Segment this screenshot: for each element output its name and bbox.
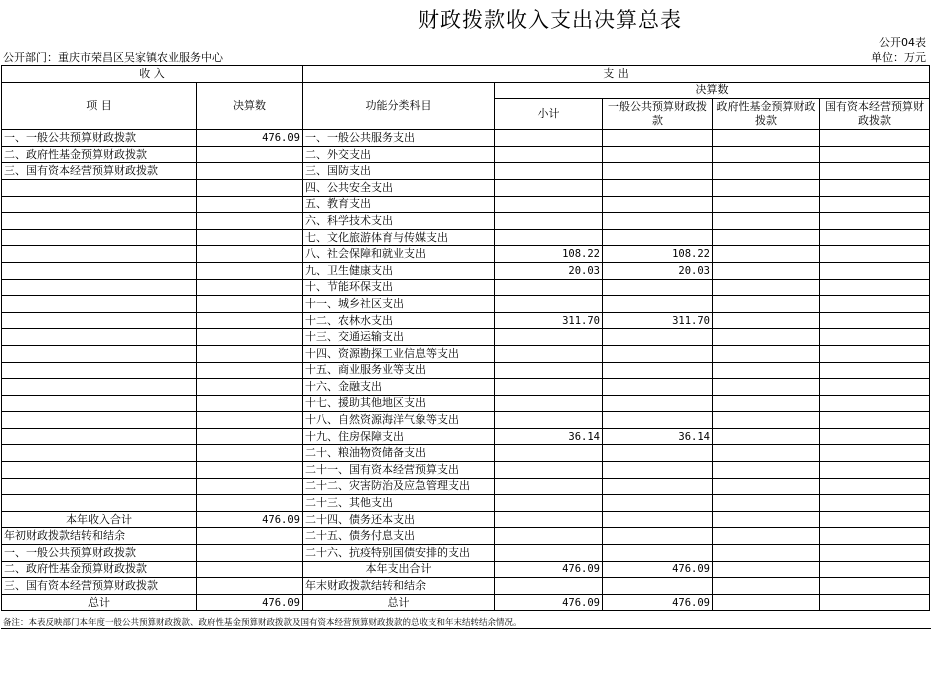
expense-item-cell: 十八、自然资源海洋气象等支出: [303, 412, 495, 429]
expense-item-cell: 十六、金融支出: [303, 379, 495, 396]
income-item-cell: [2, 428, 197, 445]
subtotal-cell: [495, 511, 603, 528]
income-item-cell: [2, 229, 197, 246]
table-row: [2, 428, 930, 445]
table-note: 备注：本表反映部门本年度一般公共预算财政拨款、政府性基金预算财政拨款及国有资本经营预算财政拨款的总收支和年末结转结余情况。: [3, 618, 522, 628]
state-capital-cell: [820, 329, 930, 346]
state-capital-cell: [820, 578, 930, 595]
table-row: [2, 130, 930, 147]
header-row-1: [2, 66, 930, 83]
table-row: [2, 262, 930, 279]
income-amount-cell: [197, 345, 303, 362]
expense-item-cell: 三、国防支出: [303, 163, 495, 180]
general-budget-cell: [603, 511, 713, 528]
state-capital-cell: [820, 379, 930, 396]
expense-item-cell: 二、外交支出: [303, 146, 495, 163]
income-amount-cell: [197, 462, 303, 479]
gov-fund-cell: [713, 462, 820, 479]
subtotal-cell: [495, 296, 603, 313]
income-item-cell: [2, 345, 197, 362]
income-amount-cell: [197, 478, 303, 495]
income-item-cell: 二、政府性基金预算财政拨款: [2, 146, 197, 163]
expense-item-cell: 六、科学技术支出: [303, 213, 495, 230]
general-budget-cell: [603, 196, 713, 213]
subtotal-cell: 476.09: [495, 561, 603, 578]
income-amount-cell: [197, 329, 303, 346]
gov-fund-cell: [713, 362, 820, 379]
general-budget-cell: [603, 412, 713, 429]
income-item-cell: [2, 478, 197, 495]
general-budget-cell: [603, 146, 713, 163]
state-capital-cell: [820, 179, 930, 196]
table-row: [2, 345, 930, 362]
gov-fund-cell: [713, 428, 820, 445]
income-item-cell: [2, 362, 197, 379]
table-row: [2, 395, 930, 412]
income-amount-cell: [197, 495, 303, 512]
table-row: [2, 495, 930, 512]
state-capital-cell: [820, 146, 930, 163]
expense-item-cell: 十九、住房保障支出: [303, 428, 495, 445]
income-amount-cell: [197, 528, 303, 545]
income-item-cell: [2, 213, 197, 230]
income-amount-cell: [197, 179, 303, 196]
gov-fund-cell: [713, 329, 820, 346]
table-row: [2, 379, 930, 396]
expense-item-cell: 二十五、债务付息支出: [303, 528, 495, 545]
state-capital-cell: [820, 229, 930, 246]
state-capital-cell: [820, 561, 930, 578]
state-capital-cell: [820, 312, 930, 329]
general-budget-cell: [603, 163, 713, 180]
subtotal-cell: [495, 345, 603, 362]
state-capital-cell: [820, 428, 930, 445]
gov-fund-cell: [713, 561, 820, 578]
table-row: [2, 545, 930, 562]
gov-fund-cell: [713, 262, 820, 279]
table-row: [2, 445, 930, 462]
subtotal-cell: [495, 462, 603, 479]
expense-item-cell: 年末财政拨款结转和结余: [303, 578, 495, 595]
general-budget-cell: [603, 462, 713, 479]
table-row: [2, 561, 930, 578]
income-amount-cell: 476.09: [197, 511, 303, 528]
state-capital-cell: [820, 130, 930, 147]
gov-fund-cell: [713, 478, 820, 495]
general-budget-cell: [603, 528, 713, 545]
gov-fund-cell: [713, 412, 820, 429]
gov-fund-cell: [713, 511, 820, 528]
subtotal-cell: [495, 329, 603, 346]
subtotal-cell: [495, 395, 603, 412]
expense-item-cell: 二十四、债务还本支出: [303, 511, 495, 528]
subtotal-cell: [495, 478, 603, 495]
income-item-cell: 一、一般公共预算财政拨款: [2, 130, 197, 147]
item-header: 项 目: [2, 82, 197, 130]
income-amount-cell: [197, 146, 303, 163]
expense-item-cell: 本年支出合计: [303, 561, 495, 578]
subtotal-cell: [495, 445, 603, 462]
gov-fund-cell: [713, 163, 820, 180]
unit-label: 单位：万元: [871, 51, 926, 64]
general-budget-cell: [603, 578, 713, 595]
income-item-cell: 本年收入合计: [2, 511, 197, 528]
income-amount-cell: [197, 196, 303, 213]
general-budget-cell: [603, 229, 713, 246]
table-row: [2, 528, 930, 545]
form-code: 公开04表: [879, 36, 926, 49]
income-amount-cell: [197, 362, 303, 379]
gov-fund-cell: [713, 379, 820, 396]
expense-item-cell: 一、一般公共服务支出: [303, 130, 495, 147]
general-budget-cell: [603, 379, 713, 396]
header-row-2: [2, 82, 930, 99]
gov-fund-header: 政府性基金预算财政拨款: [713, 99, 820, 130]
gov-fund-cell: [713, 229, 820, 246]
subtotal-cell: [495, 412, 603, 429]
subtotal-cell: [495, 578, 603, 595]
general-budget-cell: [603, 179, 713, 196]
general-budget-cell: 476.09: [603, 594, 713, 611]
expense-item-cell: 十七、援助其他地区支出: [303, 395, 495, 412]
expense-item-cell: 二十三、其他支出: [303, 495, 495, 512]
appropriation-summary-table: [1, 65, 930, 611]
income-amount-cell: [197, 545, 303, 562]
general-budget-cell: 476.09: [603, 561, 713, 578]
gov-fund-cell: [713, 213, 820, 230]
gov-fund-cell: [713, 495, 820, 512]
income-item-cell: [2, 262, 197, 279]
income-amount-cell: [197, 412, 303, 429]
table-row: [2, 213, 930, 230]
general-budget-cell: [603, 362, 713, 379]
income-item-cell: [2, 196, 197, 213]
general-budget-cell: 108.22: [603, 246, 713, 263]
general-budget-cell: [603, 213, 713, 230]
subtotal-cell: [495, 495, 603, 512]
expense-header: 支 出: [303, 66, 930, 83]
expense-item-cell: 总计: [303, 594, 495, 611]
state-capital-cell: [820, 163, 930, 180]
table-row: [2, 362, 930, 379]
income-amount-cell: [197, 445, 303, 462]
subtotal-cell: [495, 229, 603, 246]
income-item-cell: 三、国有资本经营预算财政拨款: [2, 578, 197, 595]
state-capital-cell: [820, 412, 930, 429]
gov-fund-cell: [713, 578, 820, 595]
expense-item-cell: 十三、交通运输支出: [303, 329, 495, 346]
expense-item-cell: 四、公共安全支出: [303, 179, 495, 196]
gov-fund-cell: [713, 345, 820, 362]
subtotal-cell: [495, 146, 603, 163]
income-item-cell: 三、国有资本经营预算财政拨款: [2, 163, 197, 180]
income-item-cell: 总计: [2, 594, 197, 611]
gov-fund-cell: [713, 445, 820, 462]
income-amount-cell: [197, 296, 303, 313]
general-budget-cell: [603, 329, 713, 346]
expense-item-cell: 五、教育支出: [303, 196, 495, 213]
income-item-cell: [2, 279, 197, 296]
table-row: [2, 296, 930, 313]
subtotal-cell: [495, 545, 603, 562]
subtotal-cell: 36.14: [495, 428, 603, 445]
subtotal-cell: [495, 528, 603, 545]
income-item-cell: [2, 296, 197, 313]
gov-fund-cell: [713, 296, 820, 313]
expense-item-cell: 十一、城乡社区支出: [303, 296, 495, 313]
table-row: [2, 478, 930, 495]
income-header: 收 入: [2, 66, 303, 83]
state-capital-cell: [820, 196, 930, 213]
gov-fund-cell: [713, 179, 820, 196]
gov-fund-cell: [713, 146, 820, 163]
subtotal-cell: [495, 163, 603, 180]
subtotal-cell: 20.03: [495, 262, 603, 279]
income-item-cell: 二、政府性基金预算财政拨款: [2, 561, 197, 578]
table-row: [2, 146, 930, 163]
subtotal-cell: [495, 279, 603, 296]
gov-fund-cell: [713, 528, 820, 545]
gov-fund-cell: [713, 594, 820, 611]
state-capital-cell: [820, 345, 930, 362]
state-capital-cell: [820, 478, 930, 495]
state-capital-cell: [820, 296, 930, 313]
gov-fund-cell: [713, 279, 820, 296]
income-item-cell: 年初财政拨款结转和结余: [2, 528, 197, 545]
state-capital-cell: [820, 495, 930, 512]
income-amount-cell: [197, 213, 303, 230]
general-budget-cell: [603, 478, 713, 495]
expense-item-cell: 十五、商业服务业等支出: [303, 362, 495, 379]
general-budget-cell: [603, 445, 713, 462]
subtotal-cell: [495, 213, 603, 230]
income-amount-cell: [197, 379, 303, 396]
expense-item-cell: 十二、农林水支出: [303, 312, 495, 329]
expense-item-cell: 二十二、灾害防治及应急管理支出: [303, 478, 495, 495]
table-row: [2, 594, 930, 611]
gov-fund-cell: [713, 395, 820, 412]
final-amount-header: 决算数: [197, 82, 303, 130]
income-amount-cell: [197, 163, 303, 180]
income-amount-cell: [197, 395, 303, 412]
gov-fund-cell: [713, 246, 820, 263]
state-capital-cell: [820, 279, 930, 296]
state-capital-cell: [820, 246, 930, 263]
income-amount-cell: [197, 229, 303, 246]
general-budget-cell: [603, 495, 713, 512]
expense-item-cell: 九、卫生健康支出: [303, 262, 495, 279]
general-budget-cell: [603, 296, 713, 313]
state-capital-cell: [820, 462, 930, 479]
subtotal-cell: 476.09: [495, 594, 603, 611]
income-item-cell: [2, 395, 197, 412]
general-budget-cell: 20.03: [603, 262, 713, 279]
final-amount-group-header: 决算数: [495, 82, 930, 99]
state-capital-cell: [820, 545, 930, 562]
table-row: [2, 578, 930, 595]
gov-fund-cell: [713, 130, 820, 147]
func-category-header: 功能分类科目: [303, 82, 495, 130]
income-amount-cell: [197, 561, 303, 578]
table-row: [2, 196, 930, 213]
general-budget-cell: [603, 345, 713, 362]
income-item-cell: [2, 329, 197, 346]
income-item-cell: 一、一般公共预算财政拨款: [2, 545, 197, 562]
table-row: [2, 229, 930, 246]
subtotal-cell: [495, 179, 603, 196]
expense-item-cell: 二十一、国有资本经营预算支出: [303, 462, 495, 479]
income-item-cell: [2, 246, 197, 263]
income-item-cell: [2, 179, 197, 196]
subtotal-cell: [495, 379, 603, 396]
income-item-cell: [2, 445, 197, 462]
state-capital-cell: [820, 445, 930, 462]
general-budget-cell: [603, 545, 713, 562]
table-row: [2, 329, 930, 346]
table-row: [2, 312, 930, 329]
gov-fund-cell: [713, 312, 820, 329]
subtotal-cell: [495, 196, 603, 213]
general-budget-cell: [603, 130, 713, 147]
gov-fund-cell: [713, 196, 820, 213]
expense-item-cell: 二十、粮油物资储备支出: [303, 445, 495, 462]
general-budget-cell: [603, 279, 713, 296]
subtotal-header: 小计: [495, 99, 603, 130]
subtotal-cell: [495, 130, 603, 147]
state-capital-cell: [820, 511, 930, 528]
table-row: [2, 412, 930, 429]
table-row: [2, 511, 930, 528]
state-capital-cell: [820, 213, 930, 230]
income-item-cell: [2, 412, 197, 429]
table-row: [2, 462, 930, 479]
state-capital-cell: [820, 362, 930, 379]
subtotal-cell: 311.70: [495, 312, 603, 329]
expense-item-cell: 十四、资源勘探工业信息等支出: [303, 345, 495, 362]
income-amount-cell: 476.09: [197, 594, 303, 611]
general-budget-cell: [603, 395, 713, 412]
income-amount-cell: [197, 312, 303, 329]
table-row: [2, 279, 930, 296]
report-title: 财政拨款收入支出决算总表: [418, 8, 682, 32]
income-amount-cell: [197, 578, 303, 595]
general-budget-cell: 36.14: [603, 428, 713, 445]
state-capital-cell: [820, 395, 930, 412]
income-amount-cell: [197, 279, 303, 296]
expense-item-cell: 十、节能环保支出: [303, 279, 495, 296]
subtotal-cell: [495, 362, 603, 379]
income-item-cell: [2, 462, 197, 479]
state-capital-cell: [820, 262, 930, 279]
table-row: [2, 246, 930, 263]
subtotal-cell: 108.22: [495, 246, 603, 263]
expense-item-cell: 二十六、抗疫特别国债安排的支出: [303, 545, 495, 562]
income-amount-cell: [197, 262, 303, 279]
state-capital-cell: [820, 528, 930, 545]
expense-item-cell: 七、文化旅游体育与传媒支出: [303, 229, 495, 246]
gov-fund-cell: [713, 545, 820, 562]
state-capital-cell: [820, 594, 930, 611]
income-item-cell: [2, 312, 197, 329]
expense-item-cell: 八、社会保障和就业支出: [303, 246, 495, 263]
general-budget-cell: 311.70: [603, 312, 713, 329]
income-item-cell: [2, 379, 197, 396]
footer-divider: [1, 628, 931, 629]
general-budget-header: 一般公共预算财政拨款: [603, 99, 713, 130]
income-amount-cell: [197, 428, 303, 445]
department-label: 公开部门：重庆市荣昌区吴家镇农业服务中心: [3, 51, 223, 64]
table-row: [2, 163, 930, 180]
income-item-cell: [2, 495, 197, 512]
income-amount-cell: [197, 246, 303, 263]
table-row: [2, 179, 930, 196]
state-capital-header: 国有资本经营预算财政拨款: [820, 99, 930, 130]
income-amount-cell: 476.09: [197, 130, 303, 147]
